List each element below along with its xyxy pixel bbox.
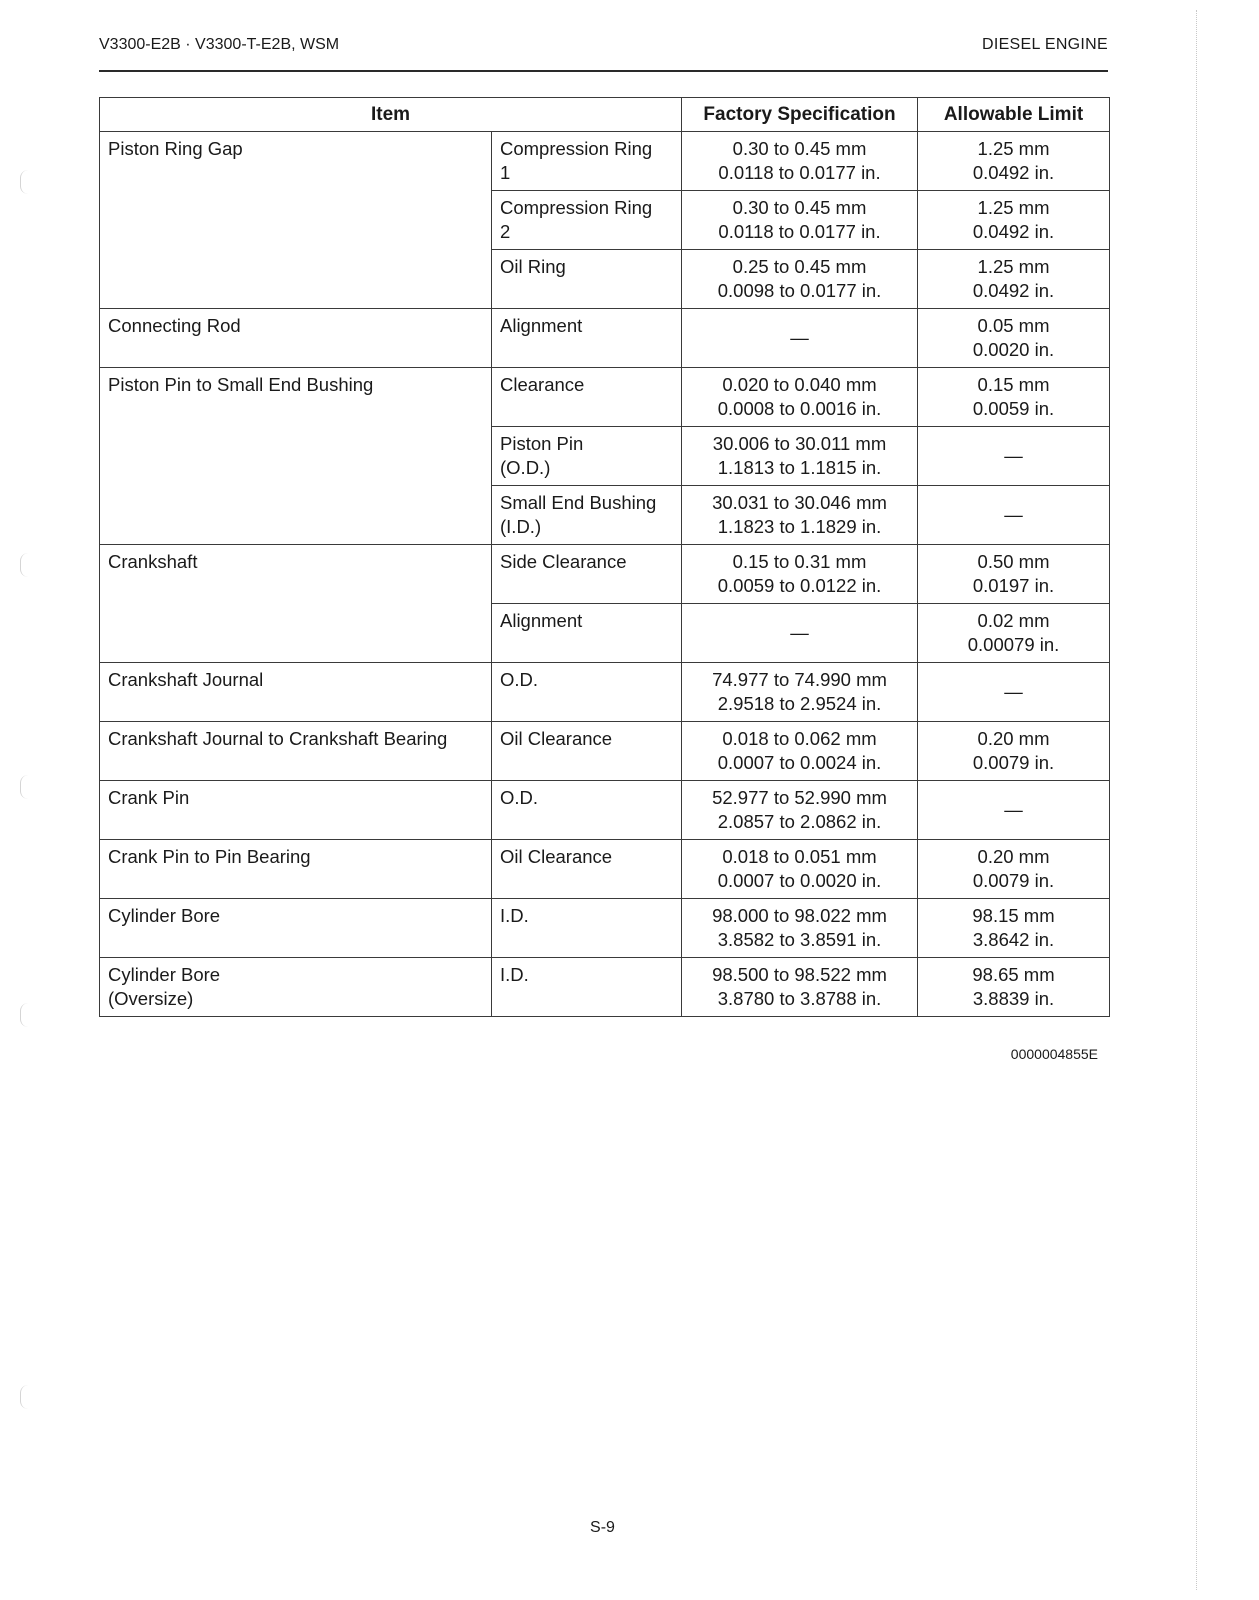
cell-line: Alignment [500,610,583,631]
cell-line: I.D. [500,964,529,985]
page-number: S-9 [590,1519,615,1536]
allowable-limit-cell [918,250,1110,309]
cell-line: 0.0059 in. [972,398,1055,419]
factory-spec-cell [682,663,918,722]
cell-line: 0.20 mm [977,846,1050,867]
factory-spec-cell [682,545,918,604]
cell-line: Oil Ring [500,256,566,277]
factory-spec-cell: — [682,309,918,368]
cell-line: 0.0079 in. [972,870,1055,891]
cell-line: 98.500 to 98.522 mm [712,964,887,985]
cell-line: Cylinder Bore [108,905,221,926]
cell-line: 0.20 mm [977,728,1050,749]
cell-line: 0.0008 to 0.0016 in. [717,398,882,419]
cell-line: 0.15 to 0.31 mm [732,551,867,572]
sub-item-cell [492,486,682,545]
allowable-limit-cell: — [918,663,1110,722]
factory-spec-cell [682,427,918,486]
cell-line: 0.30 to 0.45 mm [732,138,867,159]
cell-line: 0.05 mm [977,315,1050,336]
factory-spec-cell [682,722,918,781]
document-code: 0000004855E [1010,1046,1098,1062]
header-allowable-limit: Allowable Limit [918,98,1110,132]
cell-line: (O.D.) [500,457,551,478]
cell-line: 98.000 to 98.022 mm [712,905,887,926]
cell-line: 2.0857 to 2.0862 in. [717,811,882,832]
page-header [99,36,1108,72]
binding-mark [20,1385,29,1409]
spec-table [99,97,1110,1017]
allowable-limit-cell: — [918,781,1110,840]
table-row [100,958,1110,1017]
allowable-limit-cell [918,309,1110,368]
cell-line: 0.0059 to 0.0122 in. [717,575,882,596]
cell-line: 1 [500,162,511,183]
cell-line: 0.30 to 0.45 mm [732,197,867,218]
cell-line: Crank Pin [108,787,190,808]
section-title: DIESEL ENGINE [981,36,1108,53]
cell-line: 0.0492 in. [972,162,1055,183]
factory-spec-cell [682,486,918,545]
cell-line: Piston Pin to Small End Bushing [108,374,374,395]
table-row [100,781,1110,840]
cell-line: 0.25 to 0.45 mm [732,256,867,277]
item-cell [100,545,492,663]
sub-item-cell [492,840,682,899]
item-cell [100,840,492,899]
cell-line: 0.0492 in. [972,221,1055,242]
cell-line: 0.018 to 0.062 mm [722,728,877,749]
scan-edge-line [1196,10,1197,1590]
table-row [100,840,1110,899]
sub-item-cell [492,958,682,1017]
allowable-limit-cell [918,132,1110,191]
table-row [100,545,1110,604]
sub-item-cell [492,309,682,368]
cell-line: 30.031 to 30.046 mm [712,492,887,513]
cell-line: 1.1813 to 1.1815 in. [717,457,882,478]
cell-line: 3.8642 in. [972,929,1055,950]
cell-line: Clearance [500,374,585,395]
cell-line: 1.25 mm [977,197,1050,218]
cell-line: Compression Ring [500,138,653,159]
binding-mark [20,553,29,577]
sub-item-cell [492,132,682,191]
cell-line: I.D. [500,905,529,926]
cell-line: Connecting Rod [108,315,241,336]
allowable-limit-cell: — [918,427,1110,486]
sub-item-cell [492,722,682,781]
factory-spec-cell: — [682,604,918,663]
sub-item-cell [492,191,682,250]
table-row [100,132,1110,191]
table-row [100,899,1110,958]
cell-line: 2 [500,221,511,242]
cell-line: Crankshaft [108,551,198,572]
factory-spec-cell [682,899,918,958]
manual-title: V3300-E2B · V3300-T-E2B, WSM [99,36,340,53]
cell-line: 3.8780 to 3.8788 in. [717,988,882,1009]
header-factory-specification: Factory Specification [682,98,918,132]
item-cell [100,958,492,1017]
cell-line: 0.020 to 0.040 mm [722,374,877,395]
cell-line: 1.1823 to 1.1829 in. [717,516,882,537]
cell-line: Piston Ring Gap [108,138,243,159]
cell-line: O.D. [500,669,539,690]
cell-line: O.D. [500,787,539,808]
item-cell [100,368,492,545]
cell-line: 0.0007 to 0.0024 in. [717,752,882,773]
binding-mark [20,775,29,799]
cell-line: 1.25 mm [977,138,1050,159]
allowable-limit-cell [918,722,1110,781]
factory-spec-cell [682,368,918,427]
cell-line: 74.977 to 74.990 mm [712,669,887,690]
cell-line: 98.65 mm [972,964,1055,985]
cell-line: 30.006 to 30.011 mm [712,433,887,454]
cell-line: 0.02 mm [977,610,1050,631]
factory-spec-cell [682,958,918,1017]
cell-line: Alignment [500,315,583,336]
sub-item-cell [492,663,682,722]
sub-item-cell [492,899,682,958]
allowable-limit-cell [918,958,1110,1017]
table-header-row [100,98,1110,132]
cell-line: 0.0492 in. [972,280,1055,301]
cell-line: (Oversize) [108,988,194,1009]
sub-item-cell [492,781,682,840]
cell-line: 3.8839 in. [972,988,1055,1009]
item-cell [100,663,492,722]
item-cell [100,309,492,368]
sub-item-cell [492,368,682,427]
sub-item-cell [492,427,682,486]
cell-line: 0.50 mm [977,551,1050,572]
cell-line: 0.018 to 0.051 mm [722,846,877,867]
cell-line: 0.0079 in. [972,752,1055,773]
table-row [100,368,1110,427]
factory-spec-cell [682,132,918,191]
cell-line: Side Clearance [500,551,627,572]
allowable-limit-cell [918,191,1110,250]
cell-line: (I.D.) [500,516,542,537]
cell-line: Piston Pin [500,433,584,454]
allowable-limit-cell [918,368,1110,427]
cell-line: 2.9518 to 2.9524 in. [717,693,882,714]
factory-spec-cell [682,840,918,899]
sub-item-cell [492,604,682,663]
cell-line: 0.0118 to 0.0177 in. [718,221,881,242]
binding-mark [20,170,29,194]
allowable-limit-cell [918,545,1110,604]
cell-line: 52.977 to 52.990 mm [712,787,887,808]
table-row [100,722,1110,781]
cell-line: 0.15 mm [977,374,1050,395]
table-row [100,663,1110,722]
item-cell [100,722,492,781]
factory-spec-cell [682,781,918,840]
cell-line: 0.0098 to 0.0177 in. [717,280,882,301]
allowable-limit-cell [918,899,1110,958]
spec-table-body [100,132,1110,1017]
item-cell [100,132,492,309]
cell-line: Crank Pin to Pin Bearing [108,846,311,867]
factory-spec-cell [682,250,918,309]
cell-line: 0.0118 to 0.0177 in. [718,162,881,183]
cell-line: Oil Clearance [500,846,613,867]
factory-spec-cell [682,191,918,250]
cell-line: 0.0007 to 0.0020 in. [717,870,882,891]
cell-line: Crankshaft Journal to Crankshaft Bearing [108,728,448,749]
item-cell [100,781,492,840]
allowable-limit-cell: — [918,486,1110,545]
cell-line: Cylinder Bore [108,964,221,985]
cell-line: 1.25 mm [977,256,1050,277]
cell-line: Compression Ring [500,197,653,218]
table-row [100,309,1110,368]
header-item: Item [100,98,682,132]
sub-item-cell [492,250,682,309]
cell-line: 0.0020 in. [972,339,1055,360]
cell-line: 0.00079 in. [967,634,1060,655]
sub-item-cell [492,545,682,604]
allowable-limit-cell [918,840,1110,899]
cell-line: 98.15 mm [972,905,1055,926]
binding-mark [20,1003,29,1027]
allowable-limit-cell [918,604,1110,663]
cell-line: 0.0197 in. [972,575,1055,596]
item-cell [100,899,492,958]
cell-line: Oil Clearance [500,728,613,749]
cell-line: Crankshaft Journal [108,669,264,690]
cell-line: 3.8582 to 3.8591 in. [717,929,882,950]
cell-line: Small End Bushing [500,492,657,513]
